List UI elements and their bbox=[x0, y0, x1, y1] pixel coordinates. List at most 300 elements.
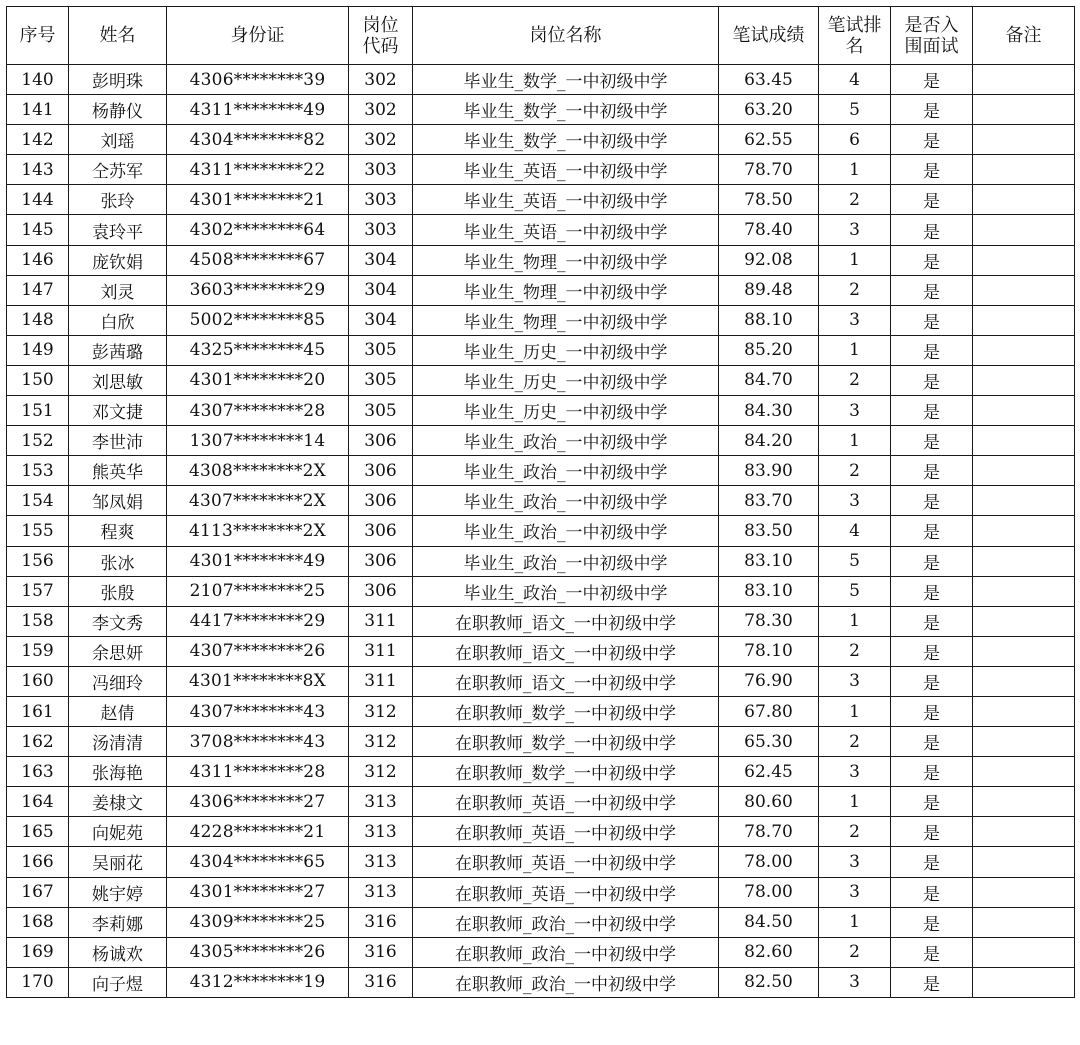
cell-name: 吴丽花 bbox=[69, 847, 167, 877]
cell-score: 82.50 bbox=[719, 967, 819, 997]
cell-rank: 5 bbox=[819, 546, 891, 576]
cell-shortlisted: 是 bbox=[891, 335, 973, 365]
cell-name: 冯细玲 bbox=[69, 666, 167, 696]
cell-post-name: 在职教师_英语_一中初级中学 bbox=[413, 817, 719, 847]
table-row bbox=[7, 365, 1075, 395]
cell-rank: 2 bbox=[819, 185, 891, 215]
cell-rank: 2 bbox=[819, 456, 891, 486]
cell-id-card: 2107********25 bbox=[167, 576, 349, 606]
cell-post-code: 306 bbox=[349, 426, 413, 456]
cell-remarks bbox=[973, 636, 1075, 666]
cell-seq: 144 bbox=[7, 185, 69, 215]
cell-name: 彭明珠 bbox=[69, 65, 167, 95]
cell-remarks bbox=[973, 305, 1075, 335]
cell-rank: 3 bbox=[819, 396, 891, 426]
cell-score: 63.20 bbox=[719, 95, 819, 125]
cell-rank: 3 bbox=[819, 847, 891, 877]
cell-remarks bbox=[973, 95, 1075, 125]
cell-post-name: 在职教师_数学_一中初级中学 bbox=[413, 757, 719, 787]
cell-name: 张玲 bbox=[69, 185, 167, 215]
cell-seq: 156 bbox=[7, 546, 69, 576]
table-row bbox=[7, 907, 1075, 937]
cell-post-name: 在职教师_政治_一中初级中学 bbox=[413, 967, 719, 997]
cell-seq: 145 bbox=[7, 215, 69, 245]
cell-post-name: 毕业生_数学_一中初级中学 bbox=[413, 65, 719, 95]
cell-id-card: 4325********45 bbox=[167, 335, 349, 365]
cell-shortlisted: 是 bbox=[891, 516, 973, 546]
cell-post-code: 303 bbox=[349, 215, 413, 245]
cell-score: 78.10 bbox=[719, 636, 819, 666]
cell-rank: 2 bbox=[819, 636, 891, 666]
table-row bbox=[7, 636, 1075, 666]
cell-score: 85.20 bbox=[719, 335, 819, 365]
cell-id-card: 4311********28 bbox=[167, 757, 349, 787]
cell-rank: 1 bbox=[819, 606, 891, 636]
header-post-code: 岗位代码 bbox=[349, 7, 413, 65]
table-row bbox=[7, 666, 1075, 696]
cell-id-card: 4311********49 bbox=[167, 95, 349, 125]
cell-post-name: 毕业生_英语_一中初级中学 bbox=[413, 185, 719, 215]
cell-shortlisted: 是 bbox=[891, 215, 973, 245]
cell-id-card: 4306********27 bbox=[167, 787, 349, 817]
header-score: 笔试成绩 bbox=[719, 7, 819, 65]
cell-shortlisted: 是 bbox=[891, 696, 973, 726]
cell-id-card: 4508********67 bbox=[167, 245, 349, 275]
cell-seq: 149 bbox=[7, 335, 69, 365]
table-row bbox=[7, 787, 1075, 817]
cell-score: 83.10 bbox=[719, 546, 819, 576]
cell-seq: 148 bbox=[7, 305, 69, 335]
cell-name: 李文秀 bbox=[69, 606, 167, 636]
cell-name: 向妮苑 bbox=[69, 817, 167, 847]
cell-post-code: 316 bbox=[349, 937, 413, 967]
cell-id-card: 4307********43 bbox=[167, 696, 349, 726]
cell-seq: 164 bbox=[7, 787, 69, 817]
cell-rank: 2 bbox=[819, 817, 891, 847]
header-post-name: 岗位名称 bbox=[413, 7, 719, 65]
cell-id-card: 3603********29 bbox=[167, 275, 349, 305]
cell-seq: 157 bbox=[7, 576, 69, 606]
cell-rank: 3 bbox=[819, 305, 891, 335]
cell-score: 78.70 bbox=[719, 155, 819, 185]
header-name: 姓名 bbox=[69, 7, 167, 65]
cell-shortlisted: 是 bbox=[891, 396, 973, 426]
cell-rank: 1 bbox=[819, 787, 891, 817]
cell-rank: 4 bbox=[819, 65, 891, 95]
cell-seq: 147 bbox=[7, 275, 69, 305]
cell-id-card: 4304********65 bbox=[167, 847, 349, 877]
cell-name: 刘思敏 bbox=[69, 365, 167, 395]
cell-post-name: 毕业生_政治_一中初级中学 bbox=[413, 486, 719, 516]
table-row bbox=[7, 426, 1075, 456]
cell-score: 62.45 bbox=[719, 757, 819, 787]
cell-remarks bbox=[973, 937, 1075, 967]
cell-post-name: 在职教师_英语_一中初级中学 bbox=[413, 877, 719, 907]
cell-post-code: 312 bbox=[349, 757, 413, 787]
cell-post-name: 毕业生_数学_一中初级中学 bbox=[413, 95, 719, 125]
cell-id-card: 1307********14 bbox=[167, 426, 349, 456]
cell-score: 80.60 bbox=[719, 787, 819, 817]
cell-seq: 142 bbox=[7, 125, 69, 155]
cell-score: 78.50 bbox=[719, 185, 819, 215]
cell-name: 刘瑶 bbox=[69, 125, 167, 155]
cell-rank: 3 bbox=[819, 877, 891, 907]
header-rank: 笔试排名 bbox=[819, 7, 891, 65]
cell-seq: 155 bbox=[7, 516, 69, 546]
table-row bbox=[7, 215, 1075, 245]
cell-rank: 5 bbox=[819, 576, 891, 606]
cell-id-card: 4312********19 bbox=[167, 967, 349, 997]
cell-name: 熊英华 bbox=[69, 456, 167, 486]
cell-post-code: 304 bbox=[349, 245, 413, 275]
cell-post-code: 306 bbox=[349, 456, 413, 486]
cell-shortlisted: 是 bbox=[891, 847, 973, 877]
cell-rank: 1 bbox=[819, 696, 891, 726]
table-row bbox=[7, 817, 1075, 847]
cell-remarks bbox=[973, 155, 1075, 185]
header-seq: 序号 bbox=[7, 7, 69, 65]
results-table bbox=[6, 6, 1075, 998]
cell-score: 78.40 bbox=[719, 215, 819, 245]
cell-shortlisted: 是 bbox=[891, 486, 973, 516]
cell-shortlisted: 是 bbox=[891, 636, 973, 666]
cell-seq: 166 bbox=[7, 847, 69, 877]
cell-shortlisted: 是 bbox=[891, 576, 973, 606]
cell-shortlisted: 是 bbox=[891, 757, 973, 787]
cell-post-code: 312 bbox=[349, 696, 413, 726]
header-row bbox=[7, 7, 1075, 65]
cell-name: 邓文捷 bbox=[69, 396, 167, 426]
cell-score: 89.48 bbox=[719, 275, 819, 305]
cell-name: 杨静仪 bbox=[69, 95, 167, 125]
cell-post-name: 毕业生_政治_一中初级中学 bbox=[413, 426, 719, 456]
cell-remarks bbox=[973, 877, 1075, 907]
cell-seq: 154 bbox=[7, 486, 69, 516]
cell-post-code: 305 bbox=[349, 365, 413, 395]
table-row bbox=[7, 516, 1075, 546]
cell-remarks bbox=[973, 666, 1075, 696]
cell-remarks bbox=[973, 275, 1075, 305]
results-sheet bbox=[6, 6, 1074, 998]
cell-score: 83.10 bbox=[719, 576, 819, 606]
cell-remarks bbox=[973, 757, 1075, 787]
cell-post-name: 在职教师_语文_一中初级中学 bbox=[413, 606, 719, 636]
table-row bbox=[7, 877, 1075, 907]
cell-id-card: 4305********26 bbox=[167, 937, 349, 967]
cell-name: 彭茜璐 bbox=[69, 335, 167, 365]
cell-post-name: 在职教师_英语_一中初级中学 bbox=[413, 847, 719, 877]
cell-post-code: 302 bbox=[349, 65, 413, 95]
cell-id-card: 4301********49 bbox=[167, 546, 349, 576]
cell-remarks bbox=[973, 696, 1075, 726]
cell-shortlisted: 是 bbox=[891, 305, 973, 335]
cell-score: 84.50 bbox=[719, 907, 819, 937]
cell-shortlisted: 是 bbox=[891, 907, 973, 937]
cell-remarks bbox=[973, 486, 1075, 516]
cell-name: 姚宇婷 bbox=[69, 877, 167, 907]
cell-rank: 1 bbox=[819, 245, 891, 275]
cell-name: 杨诚欢 bbox=[69, 937, 167, 967]
table-row bbox=[7, 65, 1075, 95]
cell-rank: 1 bbox=[819, 907, 891, 937]
cell-name: 余思妍 bbox=[69, 636, 167, 666]
cell-seq: 167 bbox=[7, 877, 69, 907]
cell-seq: 152 bbox=[7, 426, 69, 456]
cell-score: 65.30 bbox=[719, 727, 819, 757]
cell-shortlisted: 是 bbox=[891, 95, 973, 125]
cell-post-name: 毕业生_政治_一中初级中学 bbox=[413, 456, 719, 486]
cell-seq: 160 bbox=[7, 666, 69, 696]
cell-score: 92.08 bbox=[719, 245, 819, 275]
cell-remarks bbox=[973, 606, 1075, 636]
cell-id-card: 4304********82 bbox=[167, 125, 349, 155]
cell-seq: 140 bbox=[7, 65, 69, 95]
cell-remarks bbox=[973, 365, 1075, 395]
cell-name: 袁玲平 bbox=[69, 215, 167, 245]
table-row bbox=[7, 576, 1075, 606]
cell-post-code: 306 bbox=[349, 516, 413, 546]
cell-id-card: 4306********39 bbox=[167, 65, 349, 95]
cell-rank: 3 bbox=[819, 967, 891, 997]
cell-seq: 165 bbox=[7, 817, 69, 847]
cell-post-code: 305 bbox=[349, 335, 413, 365]
cell-post-code: 312 bbox=[349, 727, 413, 757]
cell-score: 82.60 bbox=[719, 937, 819, 967]
cell-remarks bbox=[973, 907, 1075, 937]
cell-post-name: 毕业生_物理_一中初级中学 bbox=[413, 305, 719, 335]
cell-name: 张殷 bbox=[69, 576, 167, 606]
cell-remarks bbox=[973, 817, 1075, 847]
table-row bbox=[7, 847, 1075, 877]
cell-shortlisted: 是 bbox=[891, 185, 973, 215]
cell-shortlisted: 是 bbox=[891, 275, 973, 305]
cell-rank: 1 bbox=[819, 335, 891, 365]
cell-score: 83.50 bbox=[719, 516, 819, 546]
cell-rank: 4 bbox=[819, 516, 891, 546]
cell-name: 李莉娜 bbox=[69, 907, 167, 937]
cell-name: 张海艳 bbox=[69, 757, 167, 787]
cell-seq: 162 bbox=[7, 727, 69, 757]
cell-post-name: 在职教师_英语_一中初级中学 bbox=[413, 787, 719, 817]
header-remarks: 备注 bbox=[973, 7, 1075, 65]
cell-rank: 3 bbox=[819, 757, 891, 787]
cell-post-code: 316 bbox=[349, 907, 413, 937]
cell-shortlisted: 是 bbox=[891, 817, 973, 847]
cell-remarks bbox=[973, 185, 1075, 215]
table-row bbox=[7, 396, 1075, 426]
cell-shortlisted: 是 bbox=[891, 426, 973, 456]
cell-shortlisted: 是 bbox=[891, 787, 973, 817]
cell-post-code: 304 bbox=[349, 305, 413, 335]
cell-post-name: 毕业生_英语_一中初级中学 bbox=[413, 215, 719, 245]
cell-remarks bbox=[973, 967, 1075, 997]
cell-post-code: 306 bbox=[349, 576, 413, 606]
cell-shortlisted: 是 bbox=[891, 456, 973, 486]
cell-id-card: 4113********2X bbox=[167, 516, 349, 546]
cell-score: 84.20 bbox=[719, 426, 819, 456]
cell-remarks bbox=[973, 215, 1075, 245]
cell-remarks bbox=[973, 245, 1075, 275]
cell-rank: 3 bbox=[819, 215, 891, 245]
cell-rank: 2 bbox=[819, 937, 891, 967]
table-row bbox=[7, 275, 1075, 305]
cell-post-name: 毕业生_历史_一中初级中学 bbox=[413, 396, 719, 426]
cell-rank: 5 bbox=[819, 95, 891, 125]
cell-post-code: 311 bbox=[349, 666, 413, 696]
table-row bbox=[7, 967, 1075, 997]
cell-post-name: 在职教师_语文_一中初级中学 bbox=[413, 636, 719, 666]
table-body bbox=[7, 65, 1075, 998]
cell-name: 张冰 bbox=[69, 546, 167, 576]
cell-rank: 1 bbox=[819, 155, 891, 185]
cell-post-name: 毕业生_数学_一中初级中学 bbox=[413, 125, 719, 155]
cell-seq: 159 bbox=[7, 636, 69, 666]
cell-remarks bbox=[973, 335, 1075, 365]
table-row bbox=[7, 305, 1075, 335]
cell-post-code: 311 bbox=[349, 636, 413, 666]
cell-seq: 153 bbox=[7, 456, 69, 486]
cell-id-card: 4301********27 bbox=[167, 877, 349, 907]
cell-post-code: 316 bbox=[349, 967, 413, 997]
cell-score: 62.55 bbox=[719, 125, 819, 155]
cell-name: 姜棣文 bbox=[69, 787, 167, 817]
cell-name: 向子煜 bbox=[69, 967, 167, 997]
cell-seq: 146 bbox=[7, 245, 69, 275]
cell-name: 李世沛 bbox=[69, 426, 167, 456]
table-row bbox=[7, 245, 1075, 275]
cell-remarks bbox=[973, 847, 1075, 877]
table-row bbox=[7, 185, 1075, 215]
table-row bbox=[7, 606, 1075, 636]
cell-id-card: 4307********2X bbox=[167, 486, 349, 516]
cell-id-card: 4417********29 bbox=[167, 606, 349, 636]
cell-post-name: 在职教师_政治_一中初级中学 bbox=[413, 907, 719, 937]
cell-id-card: 4302********64 bbox=[167, 215, 349, 245]
cell-seq: 170 bbox=[7, 967, 69, 997]
cell-score: 84.70 bbox=[719, 365, 819, 395]
cell-post-name: 毕业生_政治_一中初级中学 bbox=[413, 516, 719, 546]
cell-name: 庞钦娟 bbox=[69, 245, 167, 275]
cell-post-code: 303 bbox=[349, 155, 413, 185]
cell-post-name: 在职教师_数学_一中初级中学 bbox=[413, 727, 719, 757]
cell-shortlisted: 是 bbox=[891, 606, 973, 636]
cell-id-card: 4309********25 bbox=[167, 907, 349, 937]
cell-post-name: 毕业生_政治_一中初级中学 bbox=[413, 546, 719, 576]
table-row bbox=[7, 546, 1075, 576]
cell-seq: 169 bbox=[7, 937, 69, 967]
table-row bbox=[7, 155, 1075, 185]
cell-post-code: 305 bbox=[349, 396, 413, 426]
cell-score: 84.30 bbox=[719, 396, 819, 426]
cell-post-code: 311 bbox=[349, 606, 413, 636]
cell-rank: 3 bbox=[819, 486, 891, 516]
table-row bbox=[7, 937, 1075, 967]
cell-score: 78.70 bbox=[719, 817, 819, 847]
cell-post-code: 313 bbox=[349, 847, 413, 877]
cell-remarks bbox=[973, 576, 1075, 606]
header-id-card: 身份证 bbox=[167, 7, 349, 65]
cell-name: 白欣 bbox=[69, 305, 167, 335]
cell-id-card: 3708********43 bbox=[167, 727, 349, 757]
cell-post-code: 304 bbox=[349, 275, 413, 305]
cell-id-card: 4307********26 bbox=[167, 636, 349, 666]
table-row bbox=[7, 696, 1075, 726]
cell-post-name: 毕业生_历史_一中初级中学 bbox=[413, 365, 719, 395]
cell-post-name: 在职教师_语文_一中初级中学 bbox=[413, 666, 719, 696]
cell-score: 78.00 bbox=[719, 877, 819, 907]
cell-shortlisted: 是 bbox=[891, 245, 973, 275]
cell-name: 赵倩 bbox=[69, 696, 167, 726]
cell-shortlisted: 是 bbox=[891, 727, 973, 757]
cell-post-name: 在职教师_政治_一中初级中学 bbox=[413, 937, 719, 967]
cell-post-code: 313 bbox=[349, 817, 413, 847]
cell-remarks bbox=[973, 396, 1075, 426]
cell-seq: 168 bbox=[7, 907, 69, 937]
cell-score: 83.70 bbox=[719, 486, 819, 516]
cell-remarks bbox=[973, 546, 1075, 576]
cell-post-name: 毕业生_物理_一中初级中学 bbox=[413, 275, 719, 305]
cell-post-code: 313 bbox=[349, 787, 413, 817]
cell-id-card: 4301********21 bbox=[167, 185, 349, 215]
cell-score: 76.90 bbox=[719, 666, 819, 696]
table-row bbox=[7, 95, 1075, 125]
cell-shortlisted: 是 bbox=[891, 65, 973, 95]
cell-shortlisted: 是 bbox=[891, 877, 973, 907]
cell-post-name: 毕业生_历史_一中初级中学 bbox=[413, 335, 719, 365]
cell-remarks bbox=[973, 727, 1075, 757]
cell-shortlisted: 是 bbox=[891, 155, 973, 185]
cell-id-card: 4311********22 bbox=[167, 155, 349, 185]
cell-shortlisted: 是 bbox=[891, 365, 973, 395]
cell-remarks bbox=[973, 516, 1075, 546]
cell-seq: 161 bbox=[7, 696, 69, 726]
cell-score: 78.30 bbox=[719, 606, 819, 636]
cell-name: 程爽 bbox=[69, 516, 167, 546]
cell-rank: 6 bbox=[819, 125, 891, 155]
cell-name: 刘灵 bbox=[69, 275, 167, 305]
cell-id-card: 4301********8X bbox=[167, 666, 349, 696]
cell-post-code: 302 bbox=[349, 125, 413, 155]
cell-name: 仝苏军 bbox=[69, 155, 167, 185]
table-row bbox=[7, 335, 1075, 365]
cell-score: 67.80 bbox=[719, 696, 819, 726]
cell-id-card: 4228********21 bbox=[167, 817, 349, 847]
cell-id-card: 4301********20 bbox=[167, 365, 349, 395]
cell-shortlisted: 是 bbox=[891, 937, 973, 967]
cell-seq: 163 bbox=[7, 757, 69, 787]
cell-post-name: 毕业生_物理_一中初级中学 bbox=[413, 245, 719, 275]
cell-id-card: 4307********28 bbox=[167, 396, 349, 426]
cell-rank: 2 bbox=[819, 365, 891, 395]
header-shortlisted: 是否入围面试 bbox=[891, 7, 973, 65]
cell-post-code: 306 bbox=[349, 546, 413, 576]
table-row bbox=[7, 727, 1075, 757]
cell-name: 邹凤娟 bbox=[69, 486, 167, 516]
cell-remarks bbox=[973, 787, 1075, 817]
cell-post-name: 毕业生_英语_一中初级中学 bbox=[413, 155, 719, 185]
cell-post-code: 303 bbox=[349, 185, 413, 215]
cell-shortlisted: 是 bbox=[891, 666, 973, 696]
table-row bbox=[7, 125, 1075, 155]
table-header bbox=[7, 7, 1075, 65]
cell-post-name: 毕业生_政治_一中初级中学 bbox=[413, 576, 719, 606]
cell-post-code: 313 bbox=[349, 877, 413, 907]
cell-post-name: 在职教师_数学_一中初级中学 bbox=[413, 696, 719, 726]
table-row bbox=[7, 757, 1075, 787]
cell-name: 汤清清 bbox=[69, 727, 167, 757]
table-row bbox=[7, 486, 1075, 516]
cell-id-card: 4308********2X bbox=[167, 456, 349, 486]
